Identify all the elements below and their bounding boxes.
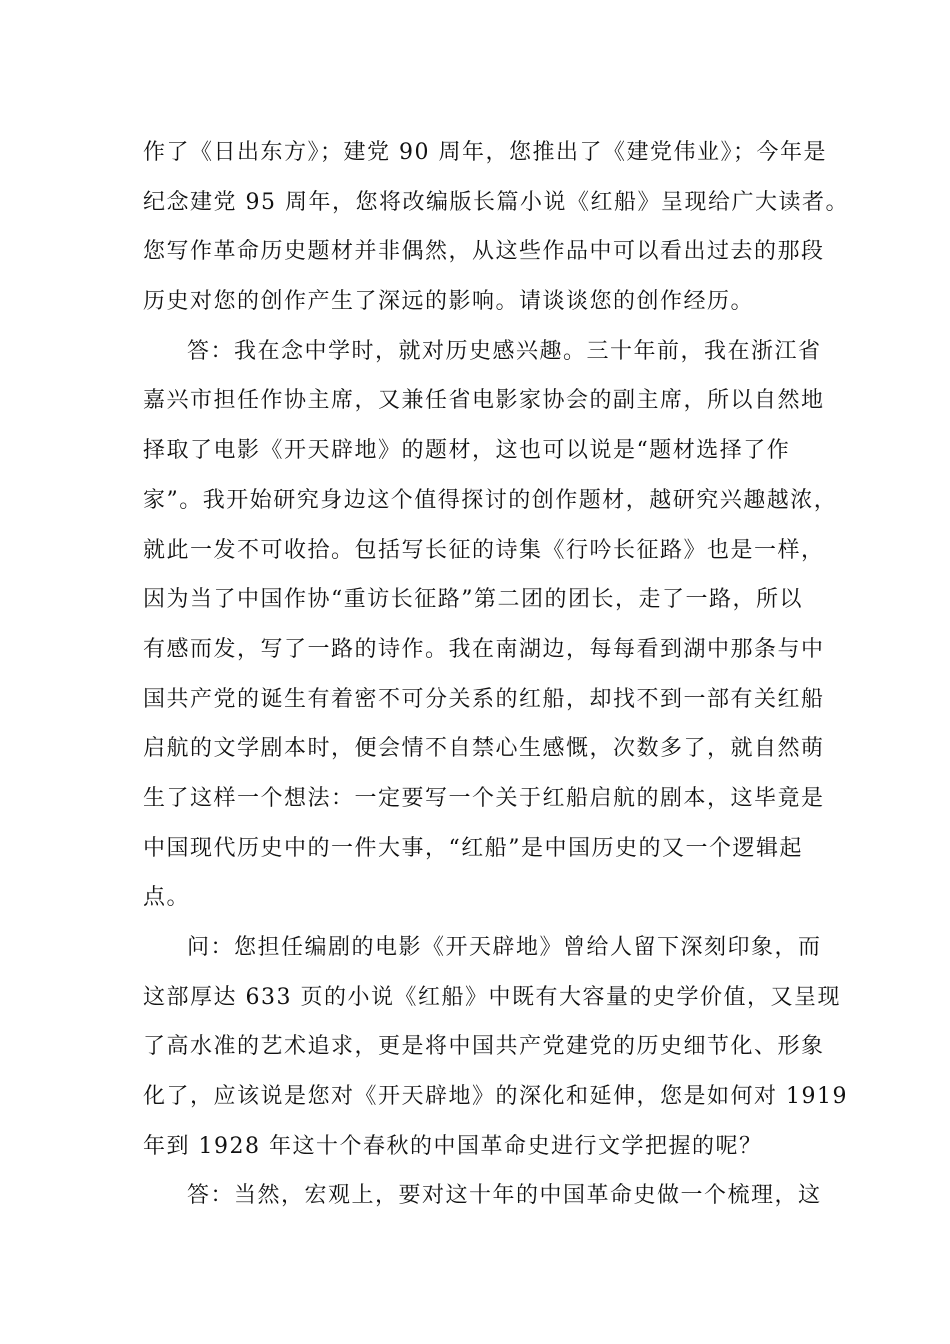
text-line: 因为当了中国作协“重访长征路”第二团的团长，走了一路，所以 [143, 587, 803, 613]
paragraph-first-line: 答：当然，宏观上，要对这十年的中国革命史做一个梳理，这 [187, 1183, 822, 1209]
text-line: 生了这样一个想法：一定要写一个关于红船启航的剧本，这毕竟是 [143, 785, 825, 811]
text-line: 这部厚达 633 页的小说《红船》中既有大容量的史学价值，又呈现 [143, 984, 841, 1010]
text-line: 启航的文学剧本时，便会情不自禁心生感慨，次数多了，就自然萌 [143, 736, 825, 762]
document-body [143, 128, 849, 1221]
text-line: 中国现代历史中的一件大事，“红船”是中国历史的又一个逻辑起 [143, 835, 803, 861]
text-line: 家”。我开始研究身边这个值得探讨的创作题材，越研究兴趣越浓， [143, 487, 838, 513]
text-line: 国共产党的诞生有着密不可分关系的红船，却找不到一部有关红船 [143, 686, 825, 712]
text-line: 化了，应该说是您对《开天辟地》的深化和延伸，您是如何对 1919 [143, 1084, 848, 1110]
text-line: 纪念建党 95 周年，您将改编版长篇小说《红船》呈现给广大读者。 [143, 189, 849, 215]
text-line: 择取了电影《开天辟地》的题材，这也可以说是“题材选择了作 [143, 438, 791, 464]
paragraph-first-line: 问：您担任编剧的电影《开天辟地》曾给人留下深刻印象，而 [187, 935, 822, 960]
text-line: 嘉兴市担任作协主席，又兼任省电影家协会的副主席，所以自然地 [143, 388, 825, 414]
text-line: 点。 [143, 885, 191, 911]
text-line: 了高水准的艺术追求，更是将中国共产党建党的历史细节化、形象 [143, 1034, 825, 1060]
paragraph-first-line: 答：我在念中学时，就对历史感兴趣。三十年前，我在浙江省 [187, 338, 822, 364]
text-line: 历史对您的创作产生了深远的影响。请谈谈您的创作经历。 [143, 289, 755, 315]
text-line: 年到 1928 年这十个春秋的中国革命史进行文学把握的呢？ [143, 1133, 763, 1159]
text-line: 有感而发，写了一路的诗作。我在南湖边，每每看到湖中那条与中 [143, 636, 825, 662]
text-line: 就此一发不可收拾。包括写长征的诗集《行吟长征路》也是一样， [143, 537, 825, 563]
text-line: 您写作革命历史题材并非偶然，从这些作品中可以看出过去的那段 [143, 239, 825, 265]
text-line: 作了《日出东方》；建党 90 周年，您推出了《建党伟业》；今年是 [143, 140, 827, 165]
